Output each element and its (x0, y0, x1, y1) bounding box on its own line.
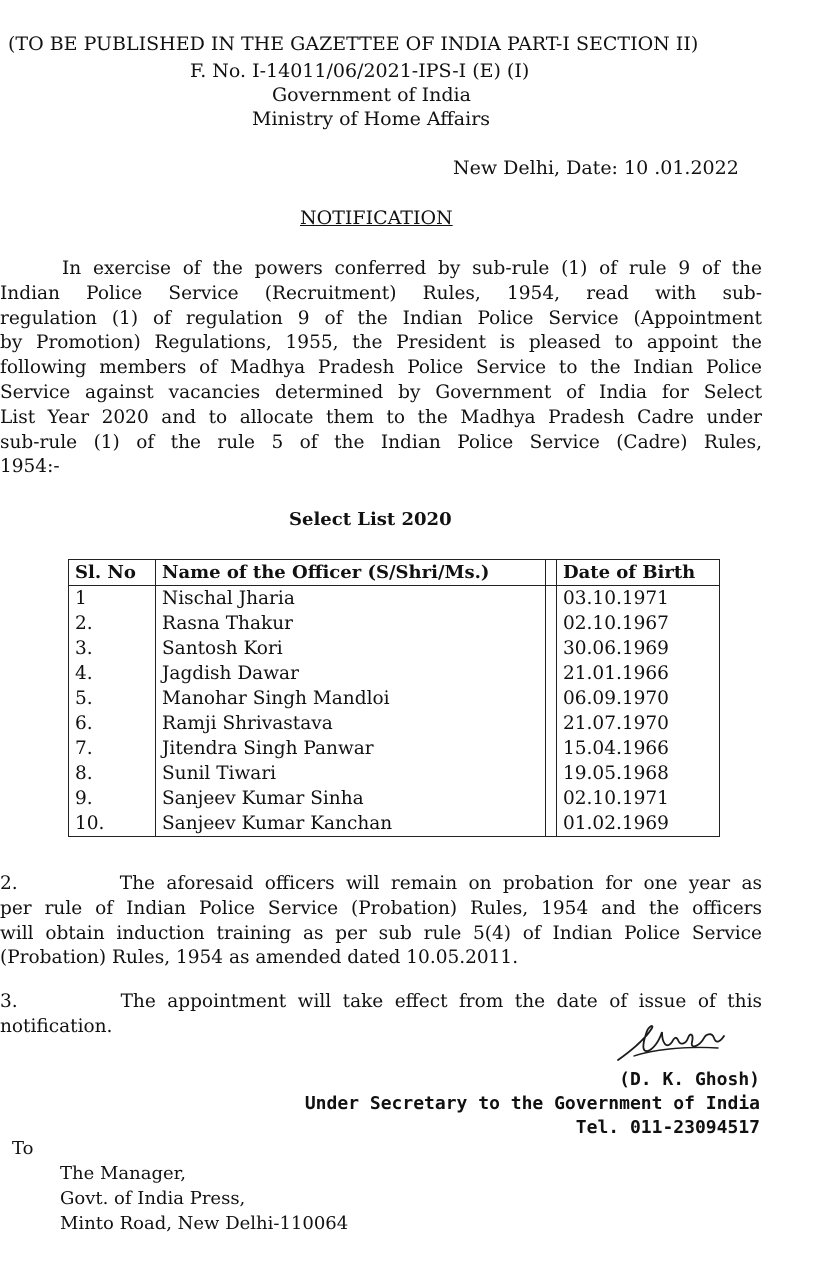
to-label: To (12, 1138, 34, 1159)
table-row (69, 711, 720, 736)
paragraph-line: will obtain induction training as per sub rule 5(4) of Indian Police Service (0, 922, 762, 944)
place-date: New Delhi, Date: 10 .01.2022 (453, 157, 739, 179)
table-header-row (69, 560, 720, 586)
select-list-heading: Select List 2020 (289, 509, 452, 530)
cell-dob: 15.04.1966 (557, 736, 720, 761)
paragraph-line: following members of Madhya Pradesh Police Service to the Indian Police (0, 357, 762, 379)
cell-name: Santosh Kori (156, 636, 546, 661)
address-line: The Manager, (60, 1163, 186, 1184)
cell-name: Jitendra Singh Panwar (156, 736, 546, 761)
cell-dob: 06.09.1970 (557, 686, 720, 711)
table-row (69, 761, 720, 786)
cell-sl-no: 1 (69, 586, 156, 612)
cell-dob: 21.01.1966 (557, 661, 720, 686)
handwritten-signature (612, 1020, 742, 1068)
cell-sl-no: 10. (69, 811, 156, 837)
cell-name: Sanjeev Kumar Sinha (156, 786, 546, 811)
cell-dob: 02.10.1967 (557, 611, 720, 636)
cell-dob: 21.07.1970 (557, 711, 720, 736)
cell-dob: 19.05.1968 (557, 761, 720, 786)
cell-name: Jagdish Dawar (156, 661, 546, 686)
notification-title: NOTIFICATION (300, 207, 453, 229)
notification-paragraph-2 (0, 872, 762, 971)
paragraph-line: regulation (1) of regulation 9 of the Indian Police Service (Appointment (0, 307, 762, 329)
table-row (69, 786, 720, 811)
paragraph-line: by Promotion) Regulations, 1955, the President is pleased to appoint the (0, 332, 762, 354)
cell-dob: 01.02.1969 (557, 811, 720, 837)
table-row (69, 686, 720, 711)
notification-paragraph-1 (0, 257, 762, 480)
cell-sl-no: 9. (69, 786, 156, 811)
paragraph-line: 3. The appointment will take effect from the date of issue of this (0, 991, 762, 1012)
cell-sl-no: 3. (69, 636, 156, 661)
cell-name: Ramji Shrivastava (156, 711, 546, 736)
cell-sl-no: 2. (69, 611, 156, 636)
address-line: Minto Road, New Delhi-110064 (60, 1213, 349, 1234)
cell-sl-no: 5. (69, 686, 156, 711)
cell-dob: 02.10.1971 (557, 786, 720, 811)
column-header-dob: Date of Birth (557, 560, 720, 586)
column-header-sl-no: Sl. No (69, 560, 156, 586)
paragraph-line: 2. The aforesaid officers will remain on probation for one year as (0, 873, 762, 894)
address-line: Govt. of India Press, (60, 1188, 246, 1209)
cell-dob: 30.06.1969 (557, 636, 720, 661)
table-row (69, 636, 720, 661)
cell-name: Rasna Thakur (156, 611, 546, 636)
table-row (69, 661, 720, 686)
cell-sl-no: 7. (69, 736, 156, 761)
cell-name: Manohar Singh Mandloi (156, 686, 546, 711)
paragraph-line: Indian Police Service (Recruitment) Rules, 1954, read with sub- (0, 282, 762, 304)
gazette-line: (TO BE PUBLISHED IN THE GAZETTEE OF INDIA PART-I SECTION II) (8, 33, 699, 55)
cell-sl-no: 6. (69, 711, 156, 736)
cell-sl-no: 8. (69, 761, 156, 786)
table-row (69, 811, 720, 837)
paragraph-line: per rule of Indian Police Service (Probation) Rules, 1954 and the officers (0, 897, 762, 919)
cell-name: Sunil Tiwari (156, 761, 546, 786)
paragraph-line: (Probation) Rules, 1954 as amended dated 10.05.2011. (0, 947, 519, 969)
table-row (69, 586, 720, 612)
paragraph-line: notification. (0, 1015, 113, 1037)
file-number: F. No. I-14011/06/2021-IPS-I (E) (I) (190, 60, 530, 82)
select-list-table (68, 559, 720, 837)
cell-name: Nischal Jharia (156, 586, 546, 612)
government-name: Government of India (272, 84, 471, 106)
paragraph-line: 1954:- (0, 456, 60, 478)
ministry-name: Ministry of Home Affairs (252, 108, 491, 130)
paragraph-line: List Year 2020 and to allocate them to the Madhya Pradesh Cadre under (0, 406, 762, 428)
cell-name: Sanjeev Kumar Kanchan (156, 811, 546, 837)
paragraph-line: Service against vacancies determined by Government of India for Select (0, 381, 762, 403)
paragraph-line: In exercise of the powers conferred by sub-rule (1) of rule 9 of the (62, 258, 762, 279)
signatory-tel: Tel. 011-23094517 (575, 1117, 760, 1138)
column-header-name: Name of the Officer (S/Shri/Ms.) (156, 560, 546, 586)
cell-dob: 03.10.1971 (557, 586, 720, 612)
cell-sl-no: 4. (69, 661, 156, 686)
table-row (69, 736, 720, 761)
signatory-designation: Under Secretary to the Government of India (304, 1093, 760, 1114)
table-row (69, 611, 720, 636)
signatory-name: (D. K. Ghosh) (619, 1069, 760, 1090)
paragraph-line: sub-rule (1) of the rule 5 of the Indian Police Service (Cadre) Rules, (0, 431, 762, 453)
